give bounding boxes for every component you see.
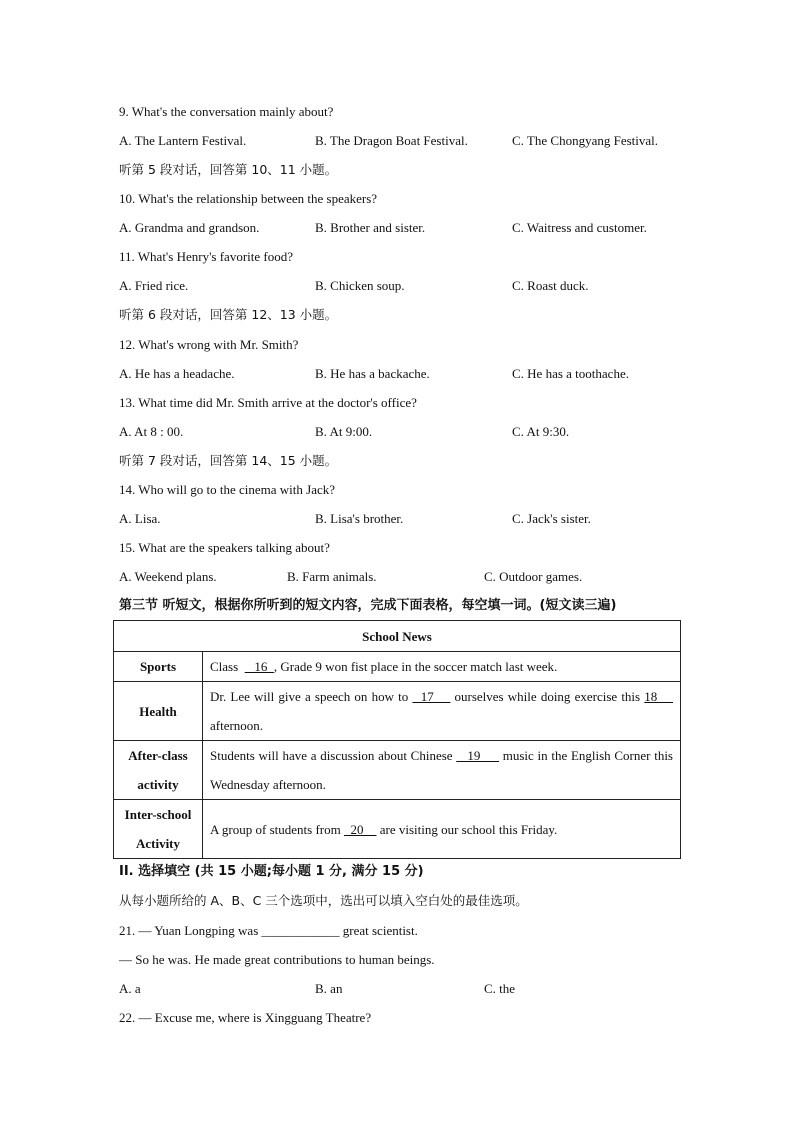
option-c: C. Jack's sister. xyxy=(512,511,591,526)
option-c: C. the xyxy=(484,981,516,996)
part-2-heading: II. 选择填空 (共 15 小题;每小题 1 分, 满分 15 分) xyxy=(119,864,424,879)
row-content: Class 16 , Grade 9 won fist place in the soccer match last week. xyxy=(203,652,681,682)
option-a: A. Weekend plans. xyxy=(119,569,217,584)
row-label: Inter-school Activity xyxy=(114,800,203,859)
table-header-row xyxy=(114,621,681,652)
option-b: B. an xyxy=(315,981,343,996)
option-b: B. The Dragon Boat Festival. xyxy=(315,133,468,148)
option-c: C. At 9:30. xyxy=(512,424,570,439)
option-c: C. Roast duck. xyxy=(512,278,589,293)
row-content: Dr. Lee will give a speech on how to 17 ourselves while doing exercise this 18 afternoon. xyxy=(203,682,681,741)
option-a: A. The Lantern Festival. xyxy=(119,133,247,148)
option-c: C. The Chongyang Festival. xyxy=(512,133,659,148)
option-a: A. Lisa. xyxy=(119,511,161,526)
table-row xyxy=(114,682,681,741)
question-text: 12. What's wrong with Mr. Smith? xyxy=(119,337,299,352)
question-text: 9. What's the conversation mainly about? xyxy=(119,104,334,119)
question-text: 10. What's the relationship between the speakers? xyxy=(119,191,378,206)
answer-blank-18: 18 xyxy=(644,689,673,704)
option-c: C. Waitress and customer. xyxy=(512,220,647,235)
answer-blank-20: 20 xyxy=(343,821,377,837)
answer-blank-16: 16 xyxy=(244,659,274,674)
answer-blank-17: 17 xyxy=(412,689,451,704)
row-content: Students will have a discussion about Chinese 19 music in the English Corner this Wednesday afternoon. xyxy=(203,741,681,800)
answer-blank-19: 19 xyxy=(456,748,500,763)
option-a: A. At 8 : 00. xyxy=(119,424,184,439)
section-instruction: 听第 6 段对话，回答第 12、13 小题。 xyxy=(119,307,338,322)
answer-blank-21: ____________ xyxy=(261,923,340,938)
option-a: A. Fried rice. xyxy=(119,278,189,293)
question-text: 14. Who will go to the cinema with Jack? xyxy=(119,482,336,497)
option-b: B. Lisa's brother. xyxy=(315,511,404,526)
table-row xyxy=(114,741,681,800)
section-instruction: 听第 5 段对话，回答第 10、11 小题。 xyxy=(119,162,338,177)
option-c: C. Outdoor games. xyxy=(484,569,583,584)
option-b: B. He has a backache. xyxy=(315,366,430,381)
row-label: Sports xyxy=(114,652,203,682)
option-b: B. At 9:00. xyxy=(315,424,373,439)
option-a: A. a xyxy=(119,981,141,996)
row-content: A group of students from 20 are visiting our school this Friday. xyxy=(203,800,681,859)
row-label: Health xyxy=(114,682,203,741)
option-b: B. Farm animals. xyxy=(287,569,377,584)
option-b: B. Brother and sister. xyxy=(315,220,426,235)
question-reply: — So he was. He made great contributions to human beings. xyxy=(119,952,435,967)
table-row xyxy=(114,800,681,859)
table-row xyxy=(114,652,681,682)
option-a: A. Grandma and grandson. xyxy=(119,220,260,235)
option-c: C. He has a toothache. xyxy=(512,366,629,381)
question-text: 15. What are the speakers talking about? xyxy=(119,540,330,555)
table-title: School News xyxy=(114,621,681,652)
part-2-instruction: 从每小题所给的 A、B、C 三个选项中，选出可以填入空白处的最佳选项。 xyxy=(119,893,528,908)
option-a: A. He has a headache. xyxy=(119,366,235,381)
question-text: 13. What time did Mr. Smith arrive at the doctor's office? xyxy=(119,395,417,410)
section-instruction: 听第 7 段对话，回答第 14、15 小题。 xyxy=(119,453,338,468)
question-text: 21. — Yuan Longping was ____________ great scientist. xyxy=(119,923,418,938)
school-news-table xyxy=(113,620,681,859)
option-b: B. Chicken soup. xyxy=(315,278,405,293)
row-label: After-class activity xyxy=(114,741,203,800)
section-3-heading: 第三节 听短文，根据你所听到的短文内容，完成下面表格，每空填一词。(短文读三遍) xyxy=(119,598,617,613)
question-22-text: 22. — Excuse me, where is Xingguang Theatre? xyxy=(119,1010,372,1025)
question-text: 11. What's Henry's favorite food? xyxy=(119,249,293,264)
